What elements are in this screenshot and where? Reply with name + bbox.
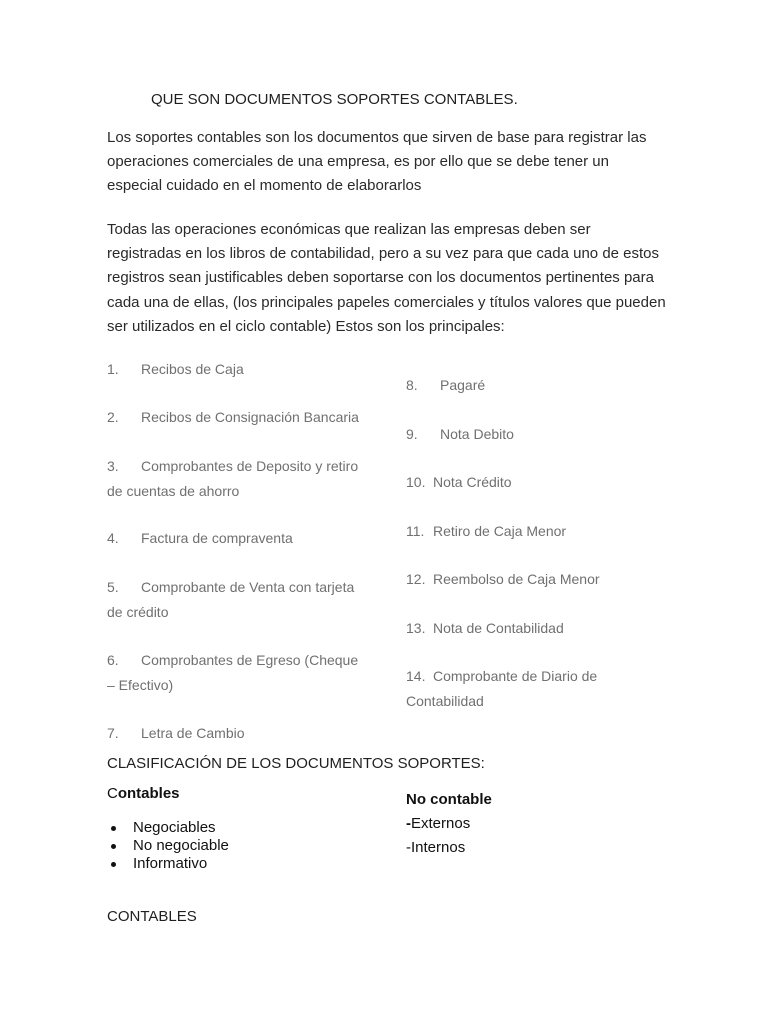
list-item-text: Pagaré: [440, 377, 486, 393]
list-item: [406, 422, 646, 447]
list-item: [406, 664, 646, 713]
list-item-number: 2.: [107, 409, 119, 425]
list-item-text: Recibos de Consignación Bancaria: [141, 409, 359, 425]
list-item-number: 11.: [406, 523, 425, 539]
list-item-number: 3.: [107, 458, 119, 474]
list-item-number: 10.: [406, 474, 426, 490]
contables-subheading: [107, 785, 180, 802]
list-item-text: Externos: [411, 815, 471, 832]
list-item-text: Letra de Cambio: [141, 725, 245, 741]
list-item: No negociable: [107, 837, 229, 855]
list-dash: -: [406, 839, 411, 856]
list-item-text: Retiro de Caja Menor: [433, 523, 567, 539]
list-item: [107, 526, 369, 551]
list-item-number: 14.: [406, 668, 426, 684]
list-item: Negociables: [107, 819, 229, 837]
list-item-number: 9.: [406, 426, 418, 442]
list-item-number: 1.: [107, 361, 119, 377]
list-item: [107, 575, 369, 624]
list-item-text: Factura de compraventa: [141, 530, 293, 546]
list-item: [406, 519, 646, 544]
document-title: QUE SON DOCUMENTOS SOPORTES CONTABLES.: [151, 91, 518, 108]
list-item-text: Nota de Contabilidad: [433, 620, 564, 636]
contables-rest: ontables: [117, 785, 180, 802]
list-item-text: Comprobantes de Deposito y retiro de cuentas de ahorro: [107, 458, 359, 499]
section-heading-contables: CONTABLES: [107, 908, 197, 925]
list-item: [406, 567, 646, 592]
list-item-text: Comprobante de Diario de Contabilidad: [406, 668, 598, 709]
contables-list: [107, 819, 229, 874]
contables-initial: C: [107, 785, 118, 802]
list-item-text: Comprobantes de Egreso (Cheque – Efectivo): [107, 652, 359, 693]
list-item-number: 13.: [406, 620, 426, 636]
list-item: [107, 454, 369, 503]
paragraph-operations: Todas las operaciones económicas que realizan las empresas deben ser registradas en los libros de contabilidad, pero a su vez para que cada uno de estos registros sean justificables deben soportarse con los documentos pertinentes para cada una de ellas, (los principales papeles comerciales y títulos valores que pueden ser utilizados en el ciclo contable) Estos son los principales:: [107, 221, 666, 335]
list-item-text: Nota Crédito: [433, 474, 512, 490]
list-item: [406, 812, 470, 837]
list-item-text: Recibos de Caja: [141, 361, 244, 377]
classification-heading: CLASIFICACIÓN DE LOS DOCUMENTOS SOPORTES:: [107, 755, 485, 772]
list-item-number: 12.: [406, 571, 426, 587]
list-item: [107, 721, 369, 746]
list-item-text: Internos: [411, 839, 466, 856]
list-item: [406, 836, 465, 861]
list-item: [406, 616, 646, 641]
list-item-number: 8.: [406, 377, 418, 393]
list-item-number: 4.: [107, 530, 119, 546]
list-item-text: Reembolso de Caja Menor: [433, 571, 600, 587]
list-item: [406, 470, 646, 495]
list-item-text: Comprobante de Venta con tarjeta de crédito: [107, 579, 355, 620]
list-item-text: Nota Debito: [440, 426, 514, 442]
list-dash: -: [406, 815, 411, 832]
no-contable-subheading: No contable: [406, 791, 492, 808]
list-item: [107, 357, 369, 382]
list-item-number: 7.: [107, 725, 119, 741]
paragraph-intro: Los soportes contables son los documentos que sirven de base para registrar las operaciones comerciales de una empresa, es por ello que se debe tener un especial cuidado en el momento de elaborarlos: [107, 129, 647, 195]
list-item: [406, 373, 646, 398]
list-item: Informativo: [107, 855, 229, 873]
list-item-number: 6.: [107, 652, 119, 668]
list-item: [107, 405, 369, 430]
list-item: [107, 648, 369, 697]
list-item-number: 5.: [107, 579, 119, 595]
